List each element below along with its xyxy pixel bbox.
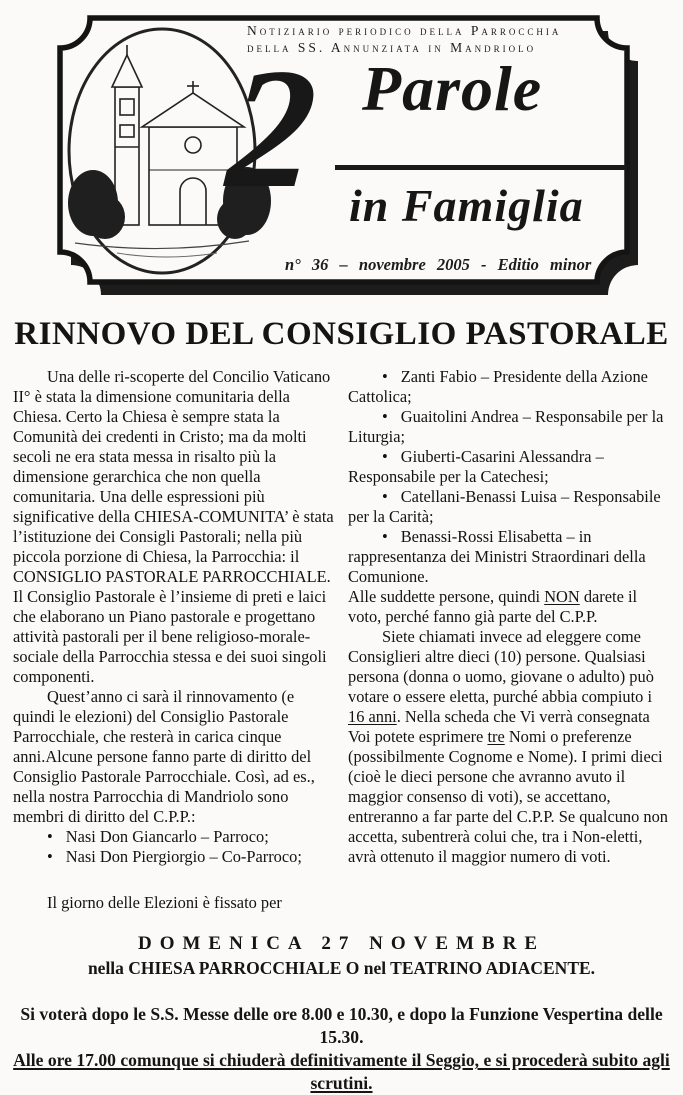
- bullet-icon: •: [382, 527, 388, 546]
- article: [0, 308, 683, 1095]
- text-segment: Nasi Don Giancarlo – Parroco;: [65, 827, 269, 846]
- footer-line-1: Si voterà dopo le S.S. Messe delle ore 8.00 e 10.30, e dopo la Funzione Vespertina delle 15.30.: [20, 1004, 663, 1047]
- text-segment: Nomi o preferenze (possibilmente Cognome e Nome). I primi dieci (cioè le dieci persone che avranno avuto il maggior consenso di voti), se accettano, entreranno a far parte del C.P.P. Se qualcuno non accetta, subentrerà colui che, tra i Non-eletti, avrà ottenuto il maggior numero di voti.: [348, 727, 668, 866]
- bullet-icon: •: [382, 367, 388, 386]
- column-right: [348, 367, 670, 913]
- article-columns: [13, 367, 670, 913]
- masthead: [57, 15, 630, 285]
- text-segment: Quest’anno ci sarà il rinnovamento (e quindi le elezioni) del Consiglio Pastorale Parrocchiale, che resterà in carica cinque anni.Alcune persone fanno parte di diritto del Consiglio Pastorale Parrocchiale. Così, ad es., nella nostra Parrocchia di Mandriolo sono membri di diritto del C.P.P.:: [13, 687, 315, 826]
- bullet-icon: •: [47, 847, 53, 866]
- bullet-item: [348, 447, 670, 487]
- text-segment: Catellani-Benassi Luisa – Responsabile per la Carità;: [348, 487, 661, 526]
- bullet-item: [348, 527, 670, 587]
- footer-line-2: Alle ore 17.00 comunque si chiuderà definitivamente il Seggio, e si procederà subito agli scrutini.: [13, 1050, 670, 1093]
- underlined-text: tre: [487, 727, 505, 746]
- paragraph: [13, 687, 335, 827]
- bullet-icon: •: [47, 827, 53, 846]
- announcement-date: DOMENICA 27 NOVEMBRE: [137, 933, 545, 954]
- text-segment: Siete chiamati invece ad eleggere come Consiglieri altre dieci (10) persone. Qualsiasi persona (donna o uomo, giovane o adulto) può votare o essere eletta, purché abbia compiuto i: [348, 627, 654, 706]
- publisher-line-1: Notiziario periodico della Parrocchia: [247, 23, 562, 38]
- bullet-icon: •: [382, 447, 388, 466]
- text-segment: Nasi Don Piergiorgio – Co-Parroco;: [65, 847, 302, 866]
- text-segment: Zanti Fabio – Presidente della Azione Cattolica;: [348, 367, 648, 406]
- article-title: RINNOVO DEL CONSIGLIO PASTORALE: [14, 316, 669, 352]
- logo-rule: [335, 165, 627, 170]
- logo-word-in-famiglia: in Famiglia: [349, 180, 584, 231]
- text-segment: . Nella scheda che Vi verrà consegnata Voi potete esprimere: [348, 707, 650, 746]
- text-segment: Il giorno delle Elezioni è fissato per: [47, 893, 282, 912]
- paragraph: [13, 367, 335, 687]
- column-left: [13, 367, 335, 913]
- bullet-item: [348, 407, 670, 447]
- paragraph: [348, 627, 670, 867]
- footer: [13, 1003, 670, 1095]
- text-segment: Giuberti-Casarini Alessandra – Responsabile per la Catechesi;: [348, 447, 604, 486]
- underlined-text: 16 anni: [348, 707, 397, 726]
- text-segment: Benassi-Rossi Elisabetta – in rappresentanza dei Ministri Straordinari della Comunione.: [348, 527, 646, 586]
- bullet-icon: •: [382, 487, 388, 506]
- issue-line: n° 36 – novembre 2005 - Editio minor: [285, 255, 592, 274]
- bullet-item: [348, 367, 670, 407]
- bullet-icon: •: [382, 407, 388, 426]
- paragraph: [348, 587, 670, 627]
- text-segment: Alle suddette persone, quindi: [348, 587, 545, 606]
- text-segment: Guaitolini Andrea – Responsabile per la Liturgia;: [348, 407, 664, 446]
- text-segment: Una delle ri-scoperte del Concilio Vaticano II° è stata la dimensione comunitaria della Chiesa. Certo la Chiesa è sempre stata la Comunità dei credenti in Cristo; ma da molti secoli ne era stata messa in risalto più la dimensione gerarchica che non quella comunitaria. Una delle espressioni più significative della CHIESA-COMUNITA’ è stata l’istituzione dei Consigli Pastorali; nella più piccola porzione di Chiesa, la Parrocchia: il CONSIGLIO PASTORALE PARROCCHIALE. Il Consiglio Pastorale è l’insieme di preti e laici che elaborano un Piano pastorale e progettano attività pastorali per il bene religioso-morale-sociale della Parrocchia stessa e dei suoi singoli componenti.: [13, 367, 334, 686]
- bullet-item: [348, 487, 670, 527]
- publisher-line-2: della SS. Annunziata in Mandriolo: [247, 39, 537, 55]
- announcement: [13, 933, 670, 979]
- bullet-item: [13, 847, 335, 867]
- logo-word-parole: Parole: [362, 53, 543, 124]
- paragraph: [13, 893, 335, 913]
- underlined-text: NON: [544, 587, 580, 606]
- text-segment: darete il voto, perché fanno già parte del C.P.P.: [348, 587, 638, 626]
- announcement-place: nella CHIESA PARROCCHIALE O nel TEATRINO ADIACENTE.: [87, 958, 596, 978]
- bullet-item: [13, 827, 335, 847]
- logo-number: 2: [222, 34, 322, 224]
